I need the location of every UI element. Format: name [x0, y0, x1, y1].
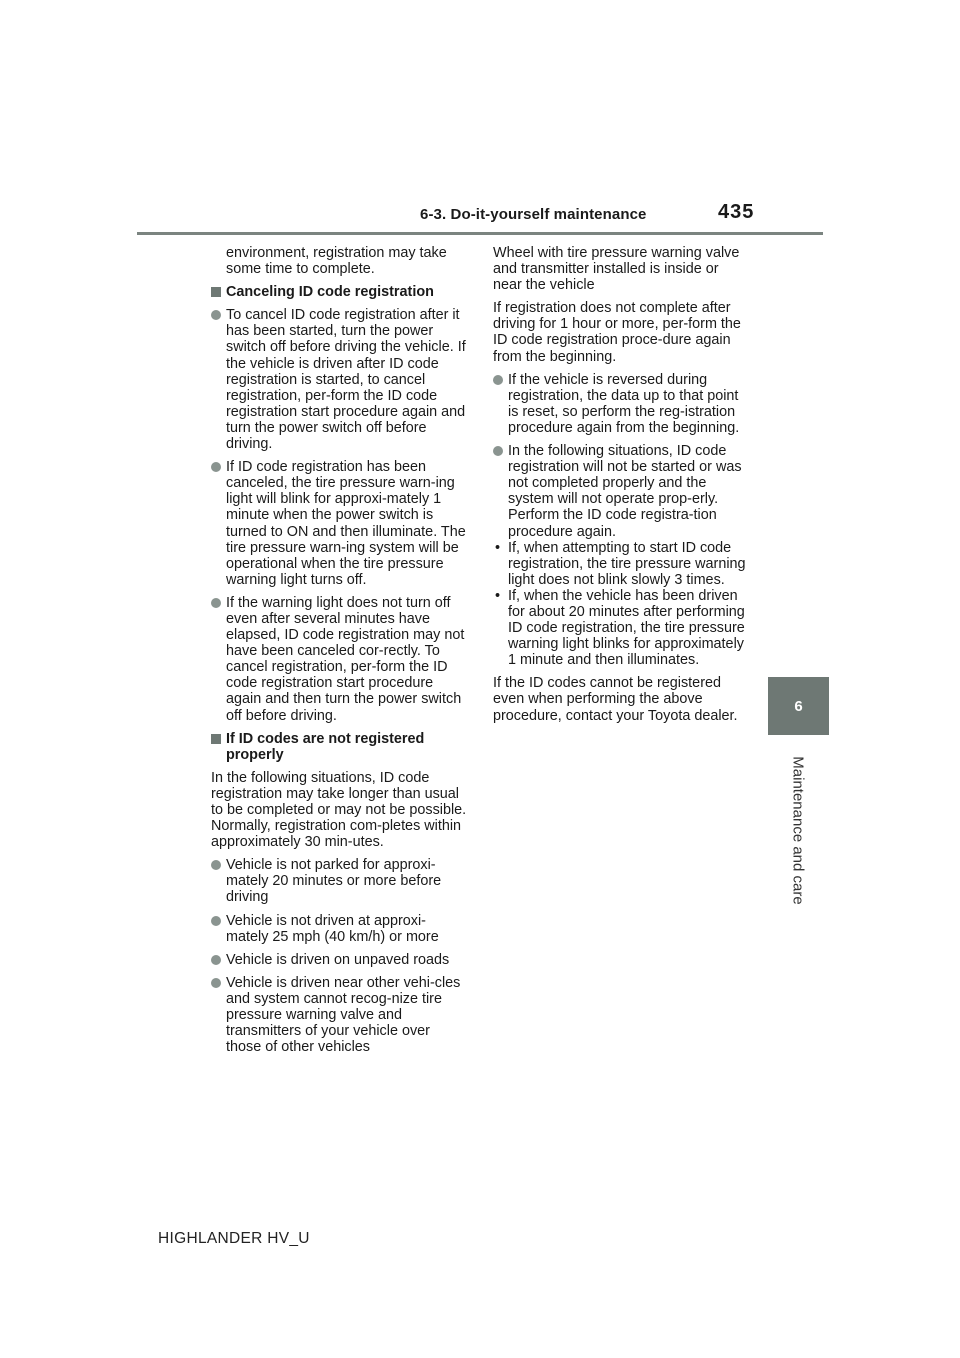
list-item [211, 913, 467, 945]
continuation-text: Wheel with tire pressure warning valve and transmitter installed is inside or near the vehicle [493, 245, 740, 294]
sub-list-item-text: If, when attempting to start ID code registration, the tire pressure warning light does not blink slowly 3 times. [508, 539, 746, 588]
circle-bullet-icon [211, 462, 221, 472]
body-paragraph: If registration does not complete after driving for 1 hour or more, per-form the ID code registration proce-dure again from the beginning. [493, 300, 741, 365]
square-bullet-icon [211, 734, 221, 744]
square-bullet-icon [211, 287, 221, 297]
list-item-text: To cancel ID code registration after it has been started, turn the power switch off before driving the vehicle. If the vehicle is driven after ID code registration is started, to cancel registration, per-form the ID code registration start procedure again and turn the power switch off before driving. [226, 307, 466, 453]
footer-model: HIGHLANDER HV_U [158, 1230, 310, 1247]
circle-bullet-icon [211, 860, 221, 870]
list-item-text: Vehicle is not driven at approxi-mately 25 mph (40 km/h) or more [226, 912, 439, 945]
list-item [211, 307, 467, 452]
circle-bullet-icon [211, 916, 221, 926]
list-item-text: If the warning light does not turn off even after several minutes have elapsed, ID code registration may not have been canceled cor-rectly. To cancel registration, per-form the ID code registration start procedure again and then turn the power switch off before driving. [226, 594, 465, 724]
chapter-tab[interactable]: 6 [768, 677, 829, 735]
circle-bullet-icon [493, 446, 503, 456]
list-item [211, 459, 467, 588]
circle-bullet-icon [211, 310, 221, 320]
list-item [211, 975, 467, 1055]
list-item-text: Vehicle is driven near other vehi-cles and system cannot recog-nize tire pressure warning valve and transmitters of your vehicle over those of other vehicles [226, 974, 461, 1056]
list-item-text: If ID code registration has been canceled, the tire pressure warn-ing light will blink for approxi-mately 1 minute when the power switch is turned to ON and then illuminate. The tire pressure warn-ing system will be operational when the tire pressure warning light turns off. [226, 459, 466, 588]
list-item [211, 952, 467, 968]
intro-continuation: environment, registration may take some time to complete. [226, 245, 447, 278]
list-item-text: In the following situations, ID code registration will not be started or was not completed properly and the system will not operate prop-erly. Perform the ID code registra-tion procedure again. [508, 443, 742, 540]
sub-list-item [493, 588, 749, 668]
body-paragraph: If the ID codes cannot be registered even when performing the above procedure, contact your Toyota dealer. [493, 675, 738, 724]
section-heading-text: If ID codes are not registered properly [226, 730, 425, 763]
sub-list-item [493, 540, 749, 588]
header-rule [137, 232, 823, 235]
list-item [493, 372, 749, 436]
chapter-name [768, 745, 829, 915]
sub-list-item-text: If, when the vehicle has been driven for about 20 minutes after performing ID code registration, the tire pressure warning light blinks for approximately 1 minute and then illuminates. [508, 587, 745, 669]
right-column [493, 245, 749, 731]
circle-bullet-icon [211, 955, 221, 965]
section-title: 6-3. Do-it-yourself maintenance [420, 206, 647, 223]
list-item-text: If the vehicle is reversed during registration, the data up to that point is reset, so perform the reg-istration procedure again from the beginning. [508, 371, 740, 436]
list-item [493, 443, 749, 540]
circle-bullet-icon [211, 978, 221, 988]
section-heading-text: Canceling ID code registration [226, 284, 434, 301]
chapter-name-label: Maintenance and care [790, 755, 807, 905]
sub-list [493, 540, 749, 669]
list-item [211, 857, 467, 905]
section-heading-canceling [211, 284, 467, 300]
page-number: 435 [718, 201, 755, 223]
sub-bullet-icon: • [495, 587, 501, 604]
list-item [211, 595, 467, 724]
list-item-text: Vehicle is driven on unpaved roads [226, 951, 450, 968]
sub-bullet-icon: • [495, 539, 501, 556]
section-heading-not-registered [211, 731, 467, 763]
circle-bullet-icon [211, 598, 221, 608]
list-item-text: Vehicle is not parked for approxi-mately 20 minutes or more before driving [226, 857, 442, 906]
body-paragraph: In the following situations, ID code registration may take longer than usual to be completed or may not be possible. Normally, registration com-pletes within approximately 30 min-utes. [211, 769, 467, 851]
left-column [211, 245, 467, 1062]
circle-bullet-icon [493, 375, 503, 385]
